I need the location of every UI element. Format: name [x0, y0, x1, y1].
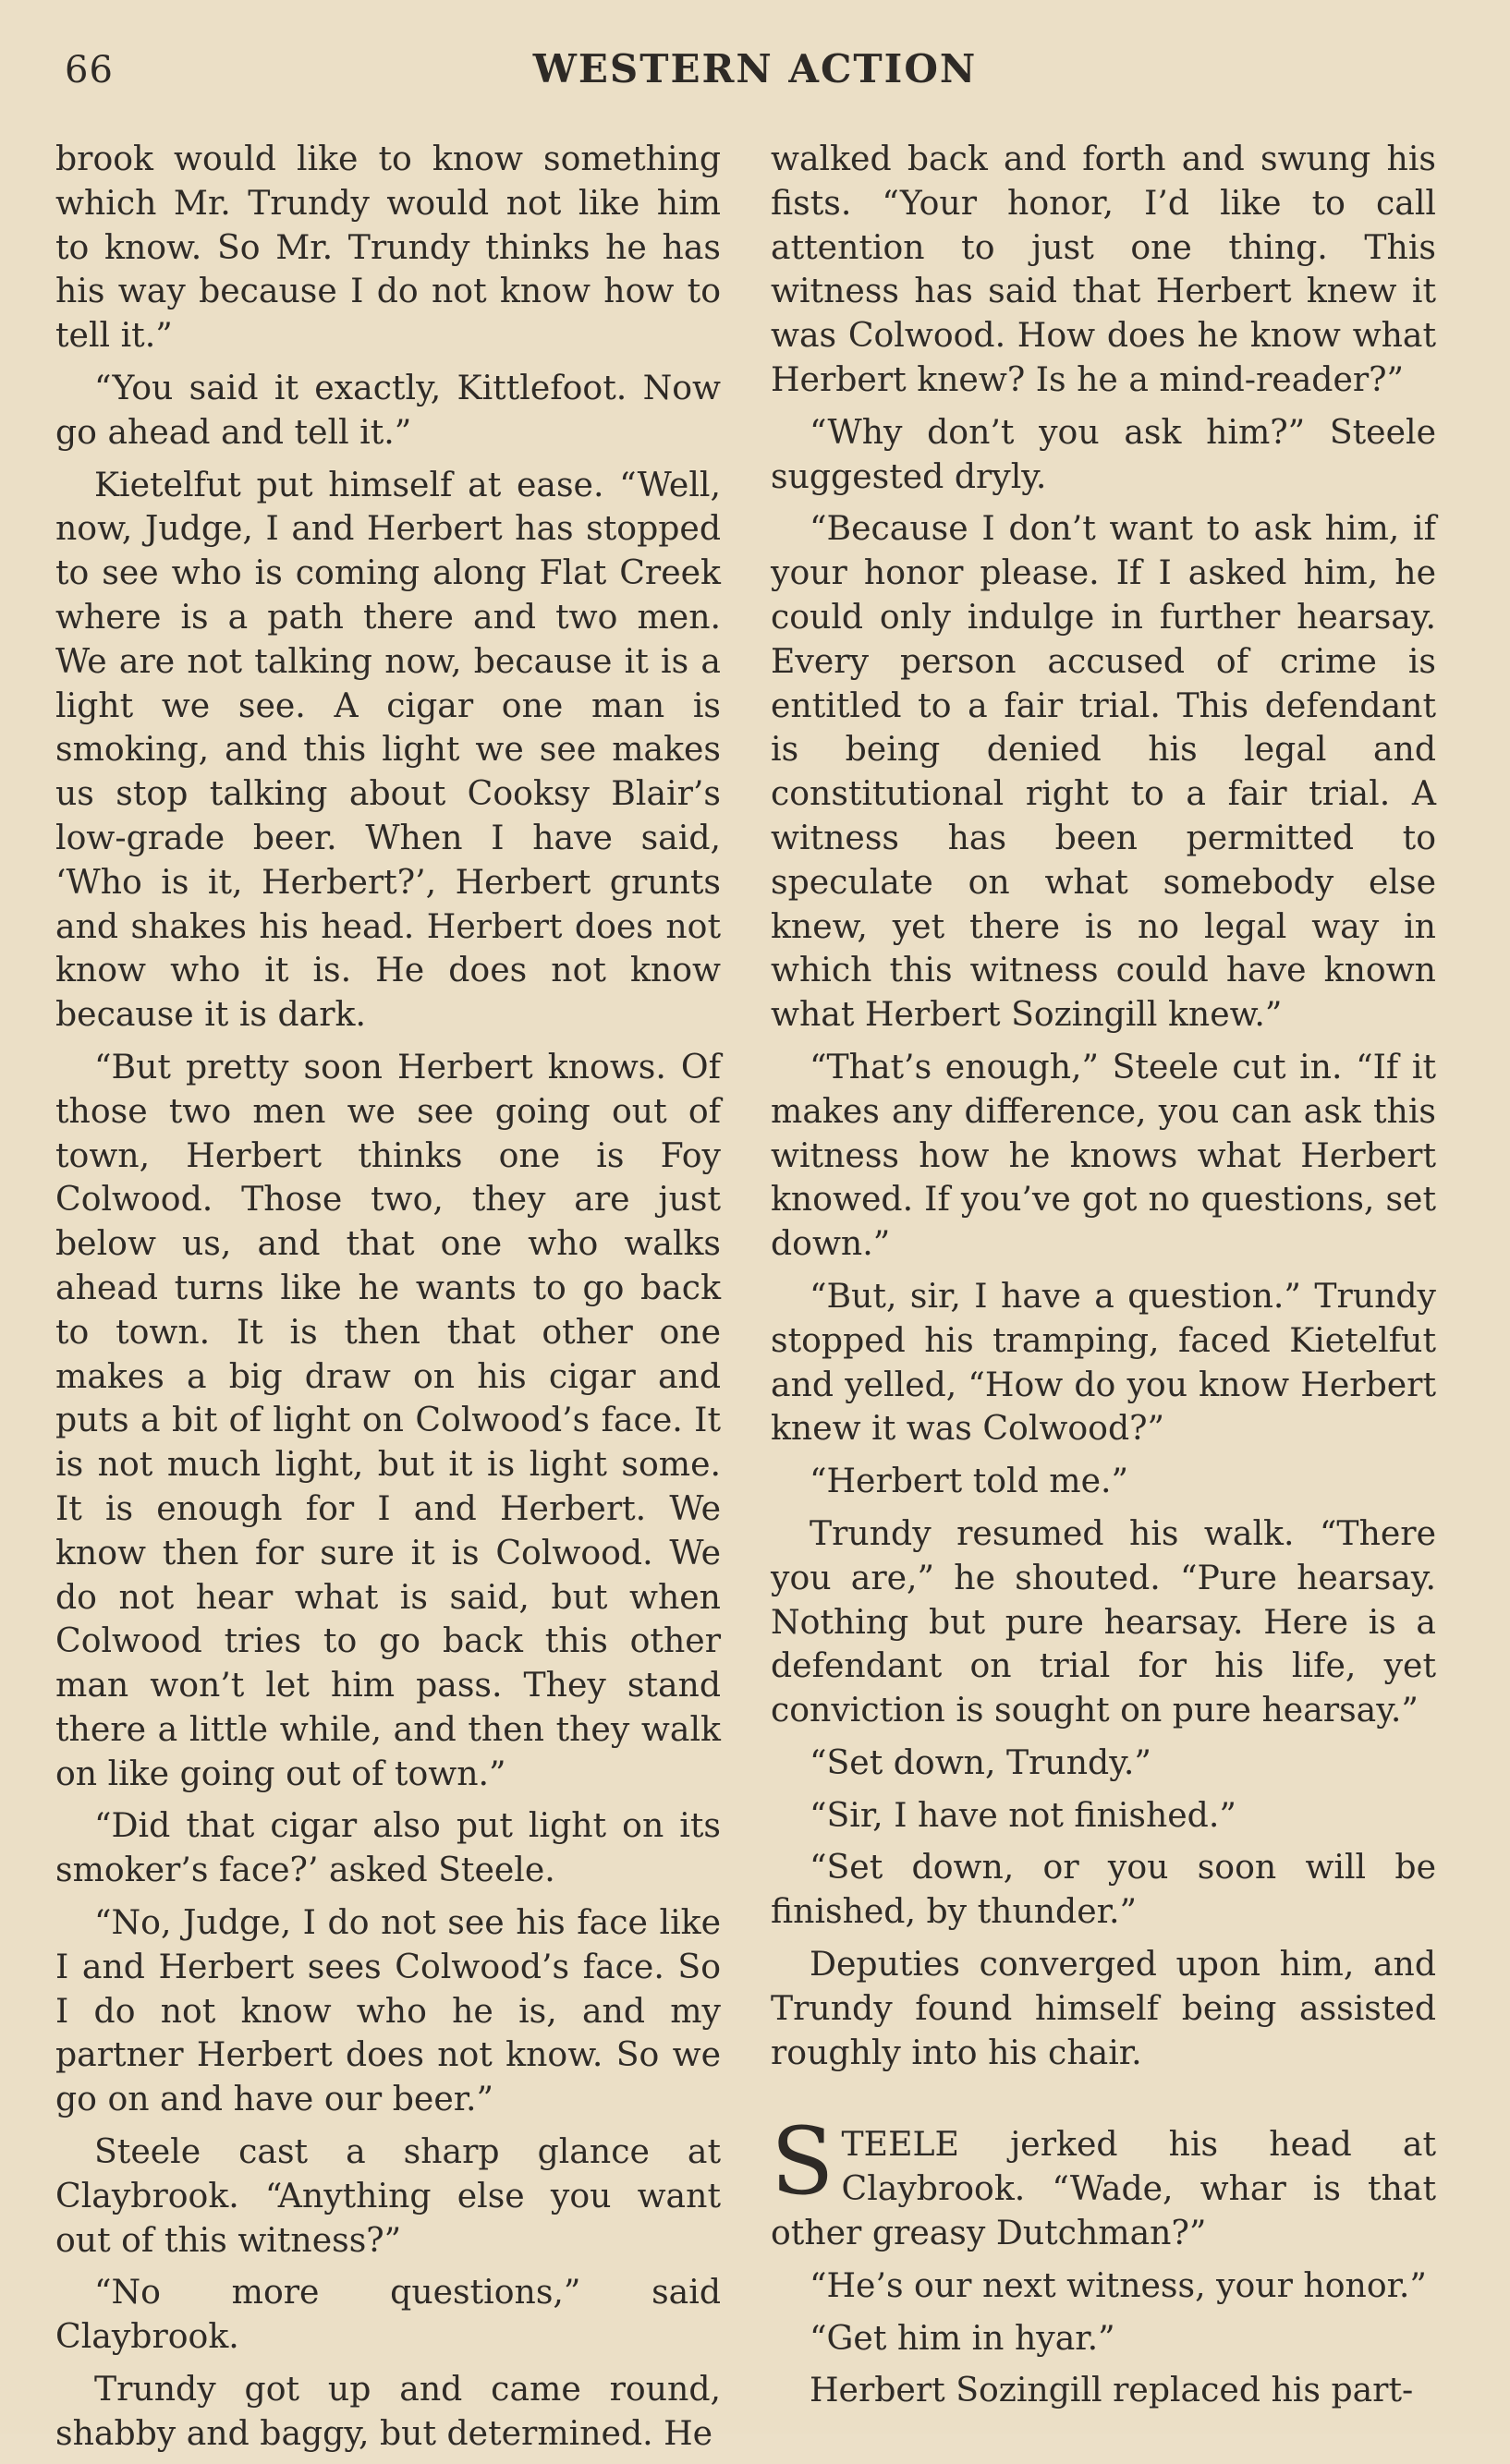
- paragraph: walked back and forth and swung his fists. “Your honor, I’d like to call attention to just one thing. This witness has said that Herbert knew it was Colwood. How does he know what Herbert knew? Is he a mind-reader?”: [771, 139, 1436, 399]
- paragraph: “But, sir, I have a question.” Trundy stopped his tramping, faced Kietelfut and yelled, “How do you know Herbert knew it was Colwood?”: [771, 1275, 1436, 1449]
- paragraph: Trundy resumed his walk. “There you are,” he shouted. “Pure hearsay. Nothing but pure hearsay. Here is a defendant on trial for his life, yet conviction is sought on pure hearsay.”: [771, 1512, 1436, 1730]
- right-column: [771, 137, 1436, 2421]
- paragraph: “That’s enough,” Steele cut in. “If it makes any difference, you can ask this witness how he knows what Herbert knowed. If you’ve got no questions, set down.”: [771, 1046, 1436, 1264]
- running-head: WESTERN ACTION: [532, 46, 978, 91]
- paragraph: Herbert Sozingill replaced his part-: [810, 2370, 1414, 2410]
- paragraph: “He’s our next witness, your honor.”: [810, 2264, 1427, 2305]
- paragraph: brook would like to know something which Mr. Trundy would not like him to know. So Mr. Trundy thinks he has his way because I do not know how to tell it.”: [55, 139, 721, 356]
- paragraph: “Set down, or you soon will be finished, by thunder.”: [771, 1847, 1436, 1932]
- paragraph: “No more questions,” said Claybrook.: [55, 2272, 721, 2357]
- section-opening-text: TEELE jerked his head at Claybrook. “Wade, whar is that other greasy Dutchman?”: [771, 2124, 1436, 2253]
- paragraph: Deputies converged upon him, and Trundy found himself being assisted roughly into his chair.: [771, 1944, 1436, 2072]
- page-header: [0, 0, 1510, 139]
- paragraph: “But pretty soon Herbert knows. Of those two men we see going out of town, Herbert thinks one is Foy Colwood. Those two, they are just below us, and that one who walks ahead turns like he wants to go back to town. It is then that other one makes a big draw on his cigar and puts a bit of light on Colwood’s face. It is not much light, but it is light some. It is enough for I and Herbert. We know then for sure it is Colwood. We do not hear what is said, but when Colwood tries to go back this other man won’t let him pass. They stand there a little while, and then they walk on like going out of town.”: [55, 1046, 721, 1793]
- left-column: [55, 137, 721, 2464]
- paragraph: “Get him in hyar.”: [810, 2317, 1115, 2358]
- paragraph: “No, Judge, I do not see his face like I and Herbert sees Colwood’s face. So I do not know who he is, and my partner Herbert does not know. So we go on and have our beer.”: [55, 1902, 721, 2119]
- paragraph: Trundy got up and came round, shabby and baggy, but determined. He: [55, 2369, 721, 2453]
- paragraph: “Herbert told me.”: [810, 1461, 1129, 1501]
- paragraph: “You said it exactly, Kittlefoot. Now go ahead and tell it.”: [55, 367, 721, 452]
- section-opening-paragraph: [771, 2107, 1436, 2254]
- drop-cap: S: [771, 2107, 834, 2216]
- paragraph: “Did that cigar also put light on its smoker’s face?’ asked Steele.: [55, 1805, 721, 1890]
- paragraph: “Because I don’t want to ask him, if your honor please. If I asked him, he could only indulge in further hearsay. Every person accused of crime is entitled to a fair trial. This defendant is being denied his legal and constitutional right to a fair trial. A witness has been permitted to speculate on what somebody else knew, yet there is no legal way in which this witness could have known what Herbert Sozingill knew.”: [771, 508, 1436, 1035]
- paragraph: “Sir, I have not finished.”: [810, 1794, 1236, 1835]
- paragraph: “Why don’t you ask him?” Steele suggested dryly.: [771, 411, 1436, 496]
- paragraph: Kietelfut put himself at ease. “Well, now, Judge, I and Herbert has stopped to see who is coming along Flat Creek where is a path there and two men. We are not talking now, because it is a light we see. A cigar one man is smoking, and this light we see makes us stop talking about Cooksy Blair’s low-grade beer. When I have said, ‘Who is it, Herbert?’, Herbert grunts and shakes his head. Herbert does not know who it is. He does not know because it is dark.: [55, 464, 721, 1035]
- paragraph: “Set down, Trundy.”: [810, 1742, 1151, 1782]
- paragraph: Steele cast a sharp glance at Claybrook. “Anything else you want out of this witness?”: [55, 2131, 721, 2260]
- page-number: 66: [65, 49, 114, 91]
